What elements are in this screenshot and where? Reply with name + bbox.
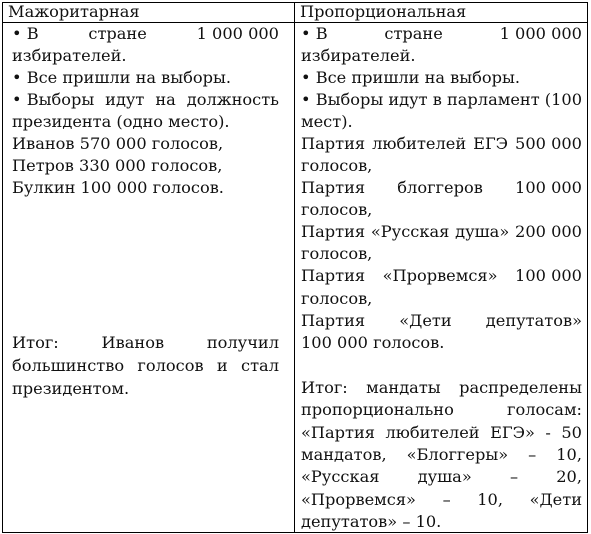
right-summary-line: Итог: мандаты распределены	[301, 378, 582, 397]
right-party-line-cont: голосов,	[301, 156, 373, 175]
left-bullet-voters-cont: избирателей.	[12, 46, 127, 65]
left-bullet-all-voted: • Все пришли на выборы.	[12, 68, 232, 87]
right-party-line-cont: голосов,	[301, 289, 373, 308]
right-party-line: Партия любителей ЕГЭ 500 000	[301, 134, 582, 153]
right-party-line: Партия «Дети депутатов»	[301, 311, 582, 330]
right-party-line: Партия «Русская душа» 200 000	[301, 222, 582, 241]
right-bullet-election-type-cont: мест).	[301, 112, 353, 131]
right-summary-line: пропорционально голосам:	[301, 400, 582, 419]
right-party-line: Партия «Прорвемся» 100 000	[301, 266, 582, 285]
header-proportional: Пропорциональная	[300, 2, 467, 21]
right-party-line-cont: голосов,	[301, 244, 373, 263]
left-bullet-election-type: • Выборы идут на должность	[12, 90, 279, 109]
comparison-table	[2, 2, 588, 533]
right-summary-line: депутатов» – 10.	[301, 512, 442, 531]
right-bullet-voters-cont: избирателей.	[301, 46, 416, 65]
right-party-line-cont: голосов,	[301, 200, 373, 219]
left-bullet-election-type-cont: президента (одно место).	[12, 112, 230, 131]
right-party-line: Партия блоггеров 100 000	[301, 178, 582, 197]
left-summary-line: президентом.	[12, 379, 130, 398]
left-summary-line: большинство голосов и стал	[12, 356, 279, 375]
column-divider	[294, 3, 295, 532]
left-result-line: Иванов 570 000 голосов,	[12, 134, 224, 153]
right-summary-line: «Русская душа» – 20,	[301, 467, 582, 486]
right-bullet-voters: • В стране 1 000 000	[301, 24, 582, 43]
header-majoritarian: Мажоритарная	[8, 2, 140, 21]
left-summary-line: Итог: Иванов получил	[12, 333, 279, 352]
right-bullet-all-voted: • Все пришли на выборы.	[301, 68, 521, 87]
right-summary-line: «Партия любителей ЕГЭ» - 50	[301, 423, 582, 442]
right-bullet-election-type: • Выборы идут в парламент (100	[301, 90, 583, 109]
left-result-line: Петров 330 000 голосов,	[12, 156, 223, 175]
right-summary-line: «Прорвемся» – 10, «Дети	[301, 490, 582, 509]
right-party-line-cont: 100 000 голосов.	[301, 333, 445, 352]
right-summary-line: мандатов, «Блоггеры» – 10,	[301, 445, 582, 464]
left-bullet-voters: • В стране 1 000 000	[12, 24, 279, 43]
left-result-line: Булкин 100 000 голосов.	[12, 178, 224, 197]
